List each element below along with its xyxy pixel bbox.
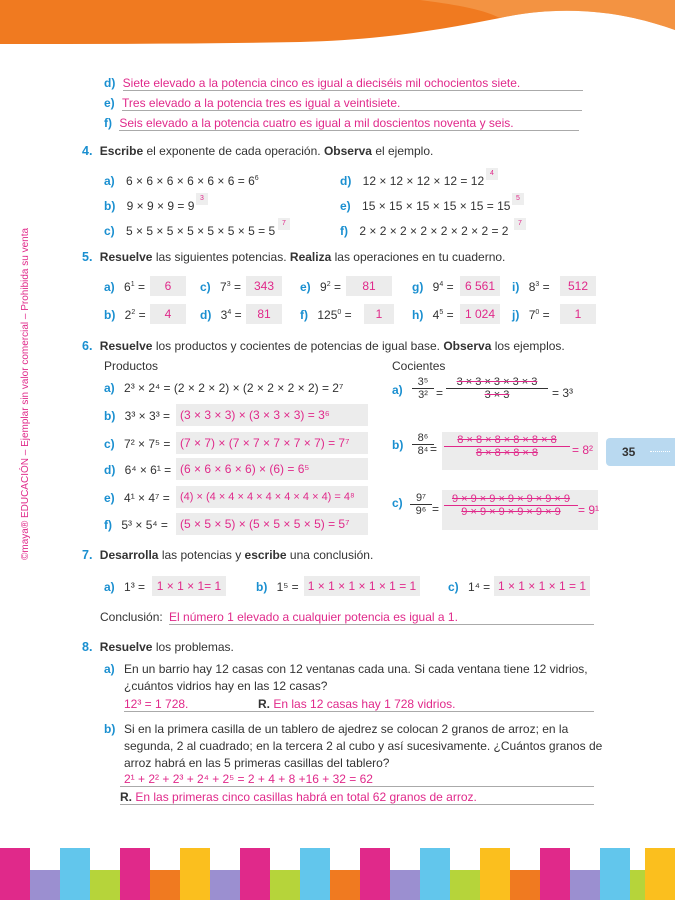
ex5-answer-d[interactable]: 81 xyxy=(246,304,282,324)
ex8-b-text-1: Si en la primera casilla de un tablero de ajedrez se colocan 2 granos de arroz; en la xyxy=(124,722,569,736)
ex6-quotient-a-expansion: $\frac{3 \times 3 \times 3 \times 3 \times 3}{3 \times 3}$ xyxy=(446,376,548,401)
ex6-product-answer-f[interactable]: (5 × 5 × 5) × (5 × 5 × 5 × 5) = 5⁷ xyxy=(176,513,368,535)
ex8-b-text-2: segunda, 2 al cuadrado; en la tercera 2 al cubo y así sucesivamente. ¿Cuántos granos de xyxy=(124,739,603,753)
ex8-b-calc[interactable]: 2¹ + 2² + 2³ + 2⁴ + 2⁵ = 2 + 4 + 8 +16 + 32 = 62 xyxy=(124,772,373,786)
ex6-quotient-b-expansion: $\frac{8 \times 8 \times 8 \times 8 \times 8 \times 8}{8 \times 8 \times 8 \times 8}$ xyxy=(444,434,570,459)
copyright-side-text: ©maya® EDUCACIÓN – Ejemplar sin valor comercial – Prohibida su venta xyxy=(20,227,31,560)
ex5-item-b: b) $2^2$ = xyxy=(104,308,146,322)
ex6-product-c: c) 7² × 7⁵ = xyxy=(104,437,171,451)
top-item-d: d) Siete elevado a la potencia cinco es igual a dieciséis mil ochocientos siete. xyxy=(104,76,594,91)
ex6-product-answer-e[interactable]: (4) × (4 × 4 × 4 × 4 × 4 × 4 × 4) = 4⁸ xyxy=(176,486,368,508)
ex5-item-j: j) $7^0$ = xyxy=(512,308,550,322)
ex6-product-b: b) 3³ × 3³ = xyxy=(104,409,171,423)
ex6-product-f: f) 5³ × 5⁴ = xyxy=(104,518,168,532)
ex6-product-answer-c[interactable]: (7 × 7) × (7 × 7 × 7 × 7 × 7) = 7⁷ xyxy=(176,432,368,454)
ex6-quotient-c-expansion: $\frac{9 \times 9 \times 9 \times 9 \times 9 \times 9 \times 9}{9 \times 9 \times 9 \times 9 \times 9 \times 9}$ xyxy=(444,493,578,518)
ex8-a-answer: R. En las 12 casas hay 1 728 vidrios. xyxy=(258,697,456,711)
top-item-f: f) Seis elevado a la potencia cuatro es igual a mil doscientos noventa y seis. xyxy=(104,116,594,131)
ex6-quotient-b-result[interactable]: = 8² xyxy=(572,443,594,457)
ex4-item-a: a) $6 \times 6 \times 6 \times 6 \times 6 \times 6 = 6^6$ xyxy=(104,174,259,188)
ex5-item-f: f) $125^0$ = xyxy=(300,308,352,322)
ex8-a-text-1: En un barrio hay 12 casas con 12 ventanas cada una. Si cada ventana tiene 12 vidrios, xyxy=(124,662,588,676)
ex6-quotient-c-frac: $\frac{\text{9⁷}}{\text{9⁶}}$ xyxy=(410,492,432,517)
ex7-item-c: c) 1⁴ = xyxy=(448,580,491,594)
exercise-7-title: 7. Desarrolla las potencias y escribe una conclusión. xyxy=(82,548,374,562)
ex6-quotient-a-result: = 3³ xyxy=(552,386,574,400)
ex7-item-b: b) 1⁵ = xyxy=(256,580,299,594)
ex6-product-d: d) 6⁴ × 6¹ = xyxy=(104,463,172,477)
ex6-product-answer-b[interactable]: (3 × 3 × 3) × (3 × 3 × 3) = 3⁶ xyxy=(176,404,368,426)
ex7-answer-a[interactable]: 1 × 1 × 1= 1 xyxy=(152,576,226,596)
ex4-item-b: b) 9 × 9 × 9 = 9 xyxy=(104,199,195,213)
ex5-item-h: h) $4^5$ = xyxy=(412,308,454,322)
ex6-quotient-a-label: a) xyxy=(392,383,403,397)
ex5-answer-j[interactable]: 1 xyxy=(560,304,596,324)
ex5-answer-c[interactable]: 343 xyxy=(246,276,282,296)
ex6-product-a: a) 2³ × 2⁴ = (2 × 2 × 2) × (2 × 2 × 2 × 2) = 2⁷ xyxy=(104,381,344,395)
ex5-item-d: d) $3^4$ = xyxy=(200,308,242,322)
ex5-answer-h[interactable]: 1 024 xyxy=(460,304,500,324)
ex4-item-e: e) 15 × 15 × 15 × 15 × 15 = 15 xyxy=(340,199,511,213)
ex5-item-i: i) $8^3$ = xyxy=(512,280,550,294)
page-tab xyxy=(606,438,675,466)
exercise-4-title: 4. Escribe el exponente de cada operación. Observa el ejemplo. xyxy=(82,144,434,158)
ex5-answer-e[interactable]: 81 xyxy=(346,276,392,296)
ex5-answer-a[interactable]: 6 xyxy=(150,276,186,296)
ex6-quotient-b-frac: $\frac{\text{8⁶}}{\text{8⁴}}$ xyxy=(412,432,434,457)
ex7-answer-c[interactable]: 1 × 1 × 1 × 1 = 1 xyxy=(494,576,590,596)
ex4-item-c: c) 5 × 5 × 5 × 5 × 5 × 5 × 5 = 5 xyxy=(104,224,276,238)
header-wave xyxy=(0,0,675,50)
ex7-item-a: a) 1³ = xyxy=(104,580,146,594)
ex8-a-text-2: ¿cuántos vidrios hay en las 12 casas? xyxy=(124,679,328,693)
ex6-quotient-c-label: c) xyxy=(392,496,403,510)
ex4-answer-d[interactable]: 4 xyxy=(486,168,498,180)
ex6-product-answer-d[interactable]: (6 × 6 × 6 × 6) × (6) = 6⁵ xyxy=(176,458,368,480)
page-number: 35 xyxy=(622,445,636,459)
ex5-answer-g[interactable]: 6 561 xyxy=(460,276,500,296)
ex6-quotient-a-frac: $\frac{\text{3⁵}}{\text{3²}}$ xyxy=(412,376,434,401)
ex5-item-c: c) $7^3$ = xyxy=(200,280,241,294)
bottom-color-strips xyxy=(0,848,675,900)
top-item-e: e) Tres elevado a la potencia tres es igual a veintisiete. xyxy=(104,96,594,111)
ex4-answer-c[interactable]: 7 xyxy=(278,218,290,230)
ex5-item-a: a) $6^1$ = xyxy=(104,280,145,294)
ex8-a-label: a) xyxy=(104,662,115,676)
ex8-b-label: b) xyxy=(104,722,116,736)
ex7-conclusion: Conclusión: El número 1 elevado a cualquier potencia es igual a 1. xyxy=(100,610,594,625)
ex6-quotient-b-label: b) xyxy=(392,438,404,452)
ex6-product-e: e) 4¹ × 4⁷ = xyxy=(104,491,170,505)
ex6-quotient-c-result[interactable]: = 9¹ xyxy=(578,503,600,517)
ex5-item-e: e) $9^2$ = xyxy=(300,280,341,294)
ex7-answer-b[interactable]: 1 × 1 × 1 × 1 × 1 = 1 xyxy=(304,576,420,596)
quotients-heading: Cocientes xyxy=(392,359,446,373)
ex4-answer-f[interactable]: 7 xyxy=(514,218,526,230)
ex5-answer-b[interactable]: 4 xyxy=(150,304,186,324)
ex5-item-g: g) $9^4$ = xyxy=(412,280,454,294)
exercise-6-title: 6. Resuelve los productos y cocientes de potencias de igual base. Observa los ejemplos. xyxy=(82,339,565,353)
ex4-answer-e[interactable]: 5 xyxy=(512,193,524,205)
ex5-answer-i[interactable]: 512 xyxy=(560,276,596,296)
products-heading: Productos xyxy=(104,359,159,373)
ex8-b-text-3: arroz habrá en las 5 primeras casillas del tablero? xyxy=(124,756,390,770)
ex4-answer-b[interactable]: 3 xyxy=(196,193,208,205)
ex8-a-calc[interactable]: 12³ = 1 728. xyxy=(124,697,189,711)
ex5-answer-f[interactable]: 1 xyxy=(364,304,394,324)
ex8-b-answer: R. En las primeras cinco casillas habrá en total 62 granos de arroz. xyxy=(120,790,477,804)
exercise-8-title: 8. Resuelve los problemas. xyxy=(82,640,234,654)
exercise-5-title: 5. Resuelve las siguientes potencias. Realiza las operaciones en tu cuaderno. xyxy=(82,250,506,264)
ex4-item-d: d) 12 × 12 × 12 × 12 = 12 xyxy=(340,174,485,188)
ex4-item-f: f) 2 × 2 × 2 × 2 × 2 × 2 × 2 = 2 xyxy=(340,224,509,238)
